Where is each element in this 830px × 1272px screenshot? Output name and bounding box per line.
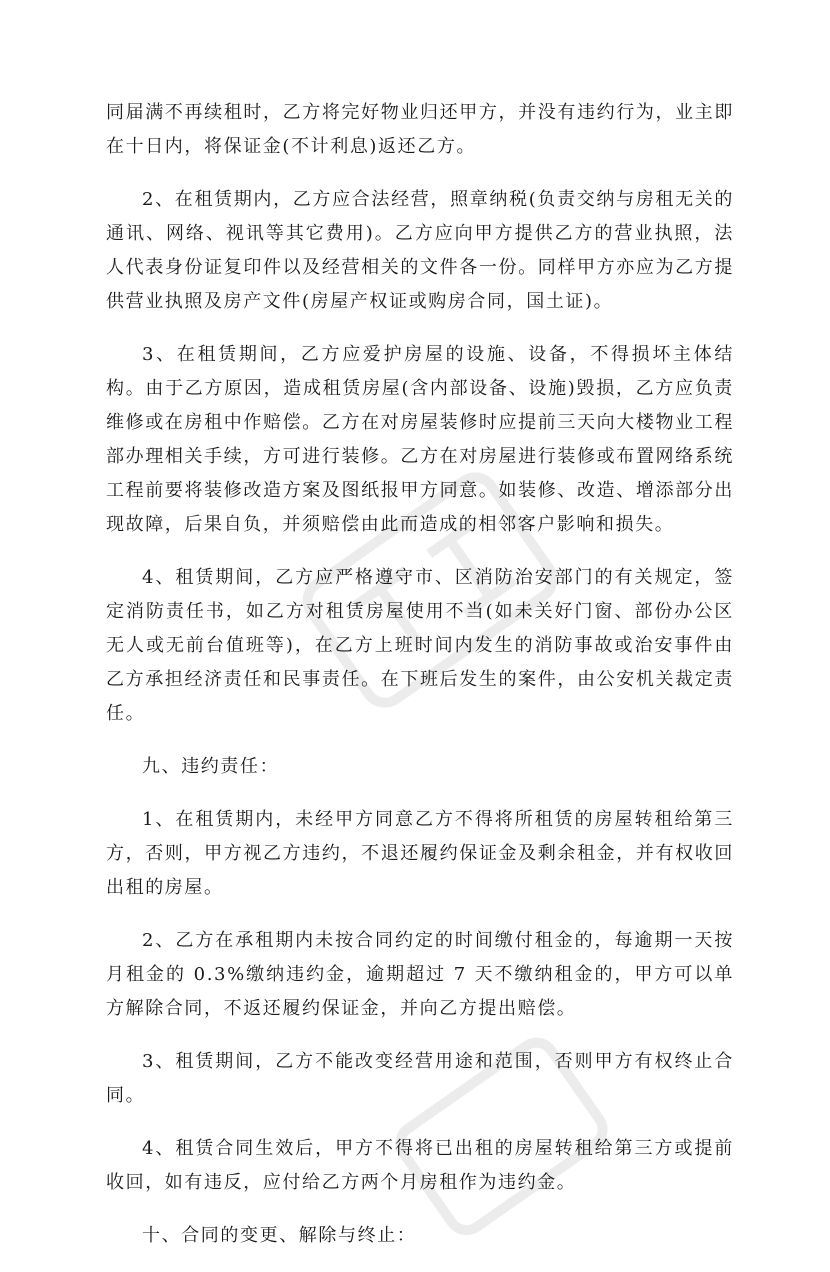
section-heading-breach: 九、违约责任： xyxy=(142,756,280,777)
paragraph-clause-4-fire-safety: 4、租赁期间，乙方应严格遵守市、区消防治安部门的有关规定，签定消防责任书，如乙方对租赁房屋使用不当(如未关好门窗、部份办公区无人或无前台值班等)，在乙方上班时间内发生的消防事故或治安事件由乙方承担经济责任和民事责任。在下班后发生的案件，由公安机关裁定责任。 xyxy=(106,567,734,724)
paragraph-continuation: 同届满不再续租时，乙方将完好物业归还甲方，并没有违约行为，业主即在十日内，将保证金(不计利息)返还乙方。 xyxy=(106,102,734,157)
paragraph-breach-2-late-rent: 2、乙方在承租期内未按合同约定的时间缴付租金的，每逾期一天按月租金的 0.3%缴纳违约金，逾期超过 7 天不缴纳租金的，甲方可以单方解除合同，不返还履约保证金，并向乙方提出赔偿。 xyxy=(106,930,734,1019)
document-body xyxy=(106,96,734,1272)
paragraph-breach-1-sublet: 1、在租赁期内，未经甲方同意乙方不得将所租赁的房屋转租给第三方，否则，甲方视乙方违约，不退还履约保证金及剩余租金，并有权收回出租的房屋。 xyxy=(106,809,734,898)
paragraph-breach-3-usage: 3、租赁期间，乙方不能改变经营用途和范围，否则甲方有权终止合同。 xyxy=(106,1051,734,1106)
paragraph-clause-3-maintenance: 3、在租赁期间，乙方应爱护房屋的设施、设备，不得损坏主体结构。由于乙方原因，造成租赁房屋(含内部设备、设施)毁损，乙方应负责维修或在房租中作赔偿。乙方在对房屋装修时应提前三天向大楼物业工程部办理相关手续，方可进行装修。乙方在对房屋进行装修或布置网络系统工程前要将装修改造方案及图纸报甲方同意。如装修、改造、增添部分出现故障，后果自负，并须赔偿由此而造成的相邻客户影响和损失。 xyxy=(106,344,734,535)
paragraph-clause-2-tax: 2、在租赁期内，乙方应合法经营，照章纳税(负责交纳与房租无关的通讯、网络、视讯等其它费用)。乙方应向甲方提供乙方的营业执照，法人代表身份证复印件以及经营相关的文件各一份。同样甲方亦应为乙方提供营业执照及房产文件(房屋产权证或购房合同，国土证)。 xyxy=(106,189,734,312)
section-heading-termination: 十、合同的变更、解除与终止： xyxy=(142,1225,417,1246)
paragraph-breach-4-landlord: 4、租赁合同生效后，甲方不得将已出租的房屋转租给第三方或提前收回，如有违反，应付给乙方两个月房租作为违约金。 xyxy=(106,1138,734,1193)
